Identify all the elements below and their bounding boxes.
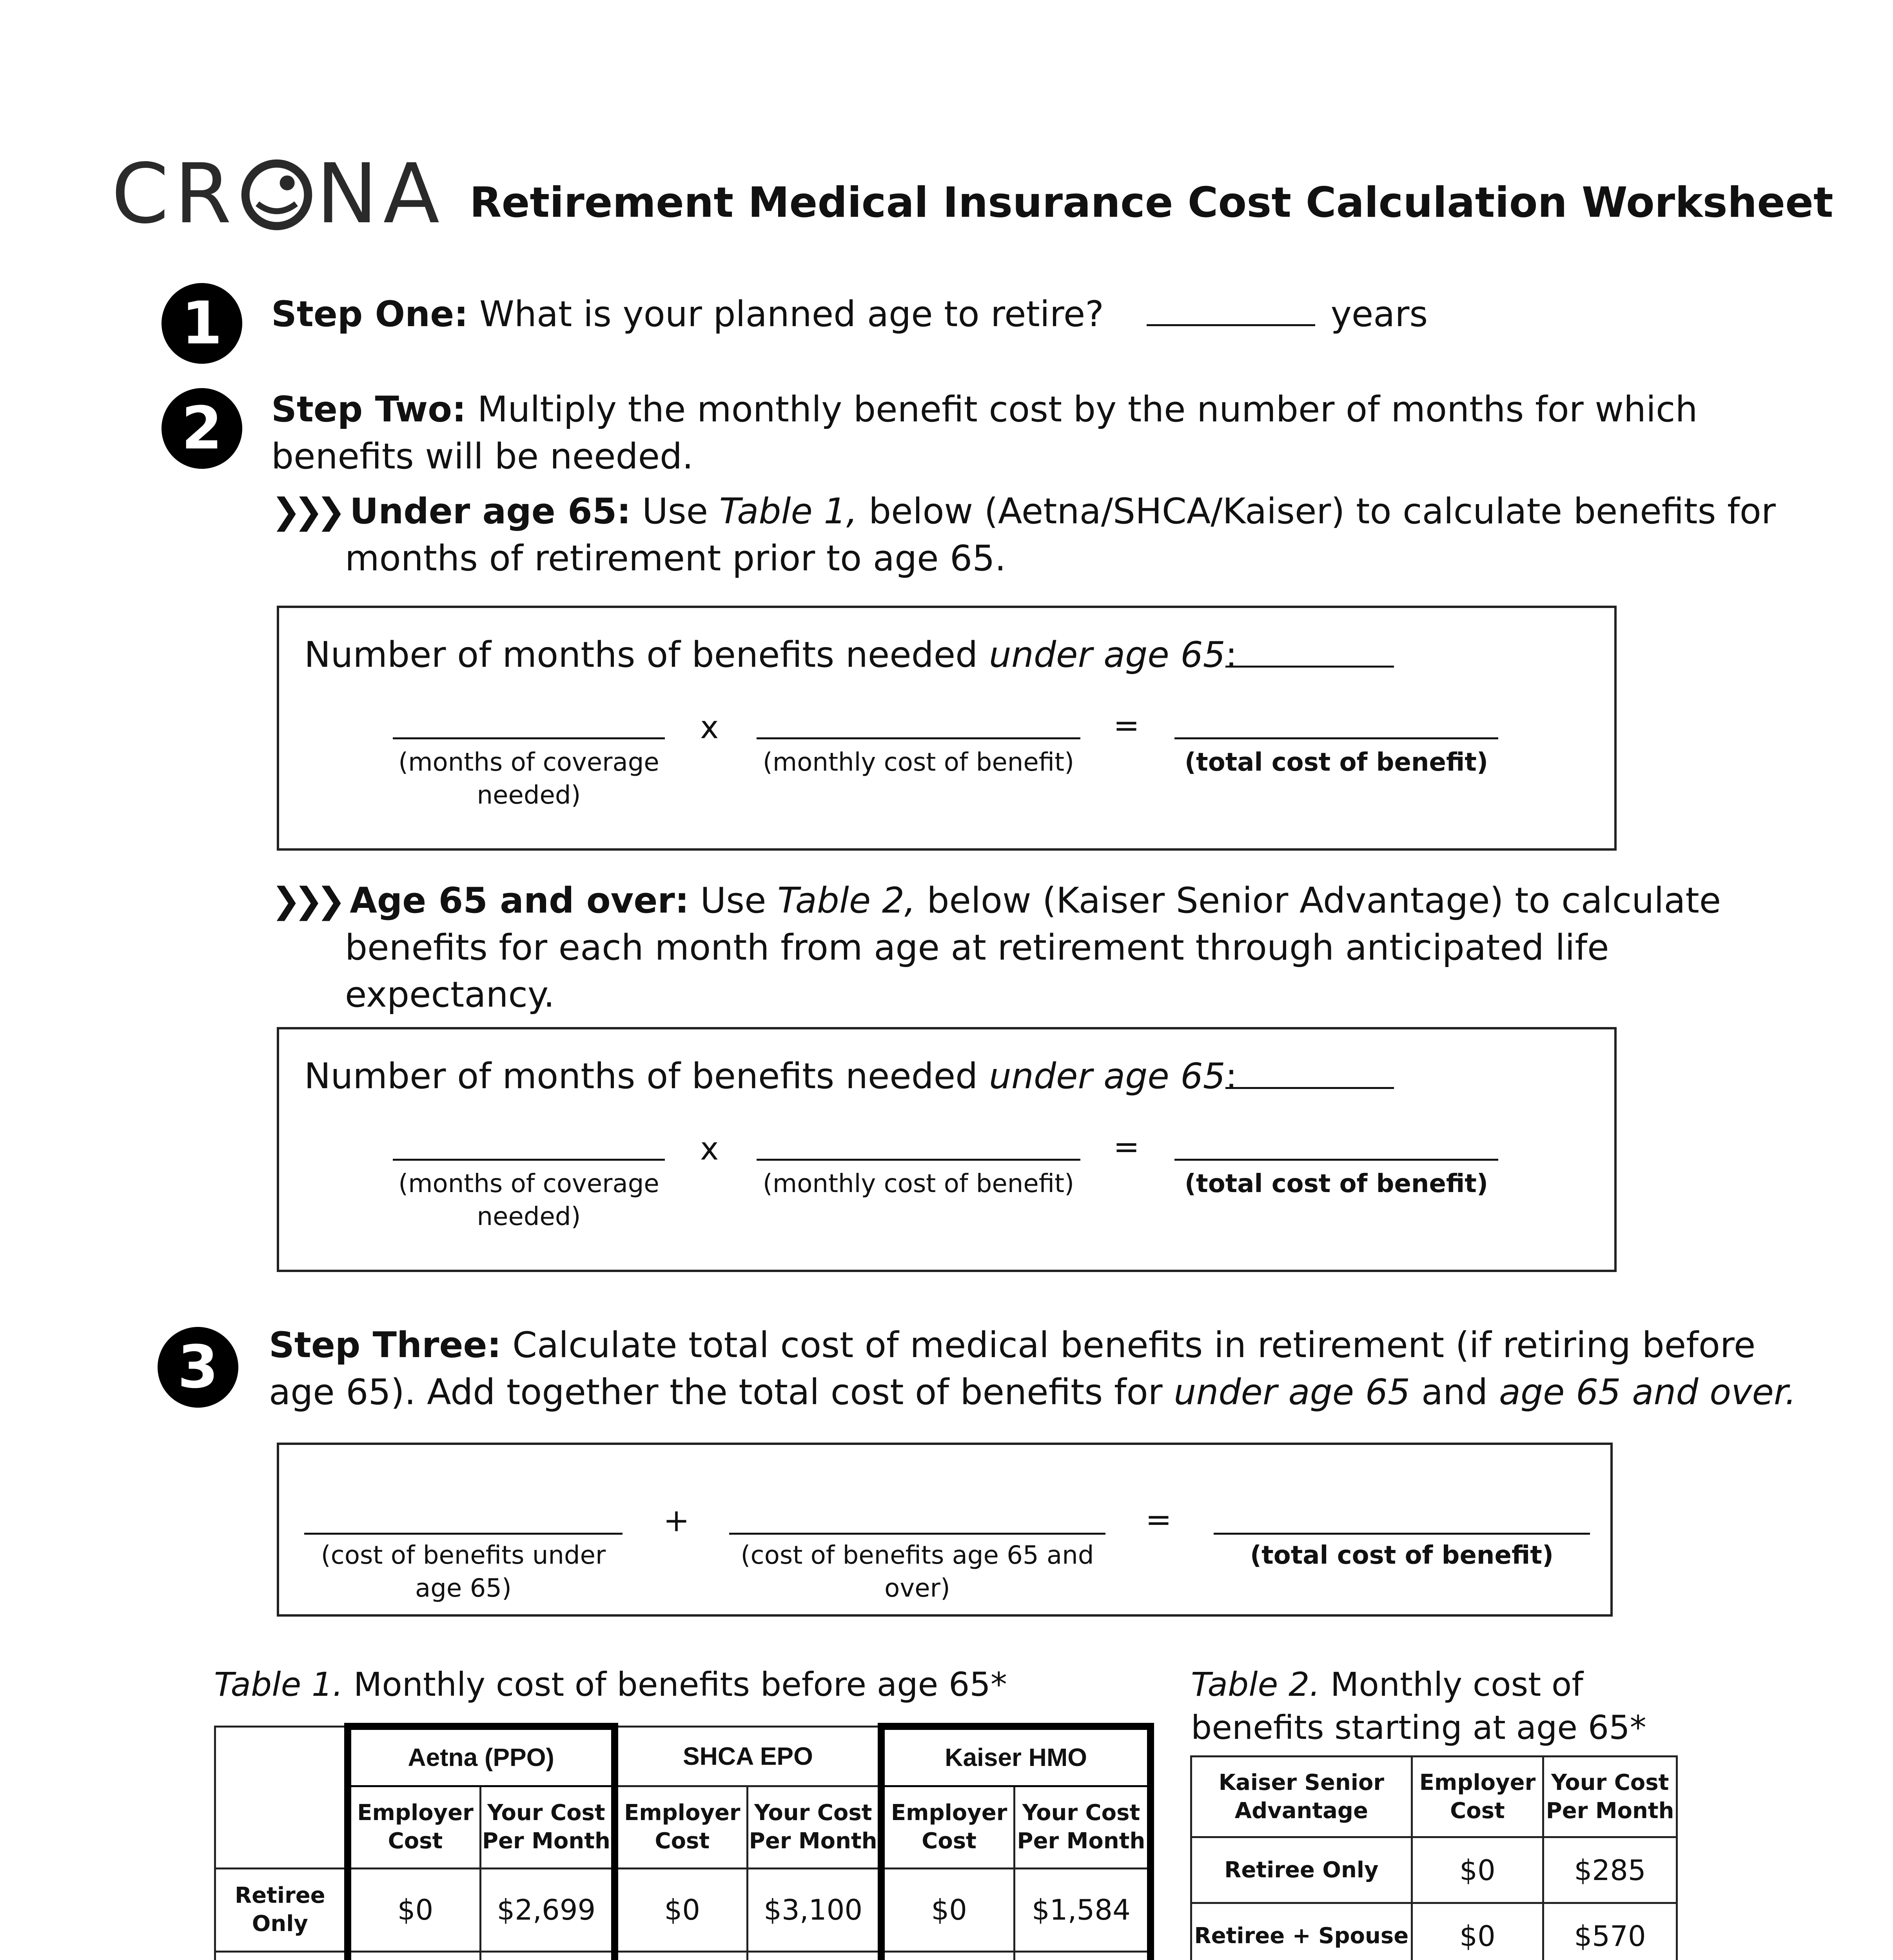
table-cell (348, 1951, 481, 1960)
step-two-text: Multiply the monthly benefit cost by the number of months for which (477, 389, 1698, 430)
row-label: Retiree Only (215, 1868, 348, 1951)
row-label: Retiree Only (1191, 1837, 1412, 1903)
over-65-table-ref: Table 2, (777, 880, 916, 921)
plus-sign: + (663, 1502, 690, 1539)
step-two-text-block (271, 386, 1698, 480)
caption-monthly-cost: (monthly cost of benefit) (762, 748, 1074, 777)
table-cell: $0 (615, 1868, 748, 1951)
over-65-label: Age 65 and over: (350, 880, 689, 921)
col-employer-cost: Employer Cost (615, 1786, 748, 1868)
chevron-right-icon: ❯❯❯ (271, 880, 339, 921)
under-65-t1: Use (642, 491, 708, 532)
step-one-suffix: years (1330, 294, 1428, 335)
col-your-cost: Your Cost Per Month (1014, 1786, 1151, 1868)
table-row (1191, 1837, 1677, 1903)
caption-monthly-cost: (monthly cost of benefit) (762, 1169, 1074, 1198)
table-cell: $0 (1412, 1837, 1543, 1903)
over-65-t1: Use (700, 880, 766, 921)
over-65-monthly-cost-field[interactable] (757, 1159, 1080, 1161)
under-65-table-ref: Table 1, (719, 491, 858, 532)
times-sign: x (700, 1131, 719, 1167)
under-65-months-coverage-field[interactable] (393, 737, 665, 739)
equals-sign: = (1145, 1501, 1172, 1538)
step-one-text: What is your planned age to retire? (479, 294, 1104, 335)
table-cell (1014, 1951, 1151, 1960)
caption-total-cost: (total cost of benefit) (1184, 1169, 1488, 1198)
caption-total-cost: (total cost of benefit) (1184, 748, 1488, 777)
table-cell: $1,584 (1014, 1868, 1151, 1951)
times-sign: x (700, 709, 719, 746)
over-65-line2: benefits for each month from age at retirement through anticipated life (345, 927, 1609, 968)
crona-logo (111, 146, 445, 242)
col-kaiser-senior-advantage: Kaiser Senior Advantage (1191, 1757, 1412, 1837)
cost-over-65-field[interactable] (729, 1533, 1105, 1535)
step-one-line (271, 291, 1428, 338)
table-row (215, 1951, 1151, 1960)
step-three-label: Step Three: (269, 1325, 501, 1366)
total-cost-field[interactable] (1214, 1533, 1590, 1535)
table-row (215, 1868, 1151, 1951)
col-your-cost: Your Cost Per Month (748, 1786, 882, 1868)
step-three-text: Calculate total cost of medical benefits in retirement (if retiring before (512, 1325, 1756, 1366)
table-cell: $2,699 (481, 1868, 615, 1951)
table2-monthly-cost-from-65 (1190, 1755, 1678, 1960)
table-cell (481, 1951, 615, 1960)
table1-caption: Table 1. Monthly cost of benefits before age 65* (214, 1665, 1007, 1704)
step-one-label: Step One: (271, 294, 468, 335)
over-65-line3: expectancy. (345, 974, 555, 1015)
over-65-instruction (271, 877, 1721, 924)
table-cell (748, 1951, 882, 1960)
under-65-instruction (271, 488, 1776, 535)
table-cell: $0 (348, 1868, 481, 1951)
logo-text-right: NA (316, 146, 445, 242)
col-your-cost: Your Cost Per Month (1543, 1757, 1677, 1837)
caption-months-coverage: (months of coverage needed) (398, 748, 659, 810)
total-calc-box (277, 1443, 1613, 1617)
plan-header-aetna: Aetna (PPO) (348, 1726, 615, 1786)
logo-o-icon (240, 158, 314, 232)
table1-monthly-cost-before-65 (214, 1723, 1154, 1960)
page-title: Retirement Medical Insurance Cost Calculation Worksheet (470, 178, 1833, 227)
under-65-question: Number of months of benefits needed under age 65: (304, 634, 1238, 675)
col-employer-cost: Employer Cost (1412, 1757, 1543, 1837)
step-three-text-block: Step Three: Calculate total cost of medical benefits in retirement (if retiring before age 65). Add together the total cost of benefits for under age 65 and age 65 and over. (269, 1325, 1797, 1413)
step-two-text-line2: benefits will be needed. (271, 436, 693, 477)
step-two-badge: 2 (162, 388, 242, 469)
retire-age-field[interactable] (1147, 324, 1315, 326)
table-cell: $570 (1543, 1903, 1677, 1960)
table-cell: $0 (1412, 1903, 1543, 1960)
under-65-line2: months of retirement prior to age 65. (345, 538, 1006, 579)
logo-text-left: CR (111, 146, 237, 242)
row-label: Retiree + Spouse (1191, 1903, 1412, 1960)
over-65-calc-box (277, 1027, 1617, 1272)
col-employer-cost: Employer Cost (881, 1786, 1014, 1868)
over-65-t2: below (Kaiser Senior Advantage) to calculate (927, 880, 1721, 921)
plan-header-kaiser: Kaiser HMO (881, 1726, 1151, 1786)
equals-sign: = (1113, 707, 1140, 744)
step-two-label: Step Two: (271, 389, 466, 430)
equals-sign: = (1113, 1129, 1140, 1165)
over-65-months-field[interactable] (1225, 1087, 1394, 1089)
over-65-total-field[interactable] (1174, 1159, 1498, 1161)
under-65-monthly-cost-field[interactable] (757, 737, 1080, 739)
plan-header-shca: SHCA EPO (615, 1726, 882, 1786)
caption-cost-over-65: (cost of benefits age 65 and over) (741, 1541, 1094, 1603)
under-65-total-field[interactable] (1174, 737, 1498, 739)
over-65-months-coverage-field[interactable] (393, 1159, 665, 1161)
table2-caption: Table 2. Monthly cost of benefits starting at age 65* (1191, 1665, 1646, 1747)
table-cell: $3,100 (748, 1868, 882, 1951)
step-three-badge: 3 (158, 1327, 238, 1408)
table-cell (881, 1951, 1014, 1960)
caption-total-cost: (total cost of benefit) (1250, 1541, 1554, 1570)
row-label (215, 1951, 348, 1960)
col-employer-cost: Employer Cost (348, 1786, 481, 1868)
under-65-label: Under age 65: (350, 491, 631, 532)
table-cell: $285 (1543, 1837, 1677, 1903)
table1-corner-cell (215, 1726, 348, 1868)
under-65-calc-box (277, 606, 1617, 851)
table-cell (615, 1951, 748, 1960)
under-65-months-field[interactable] (1225, 666, 1394, 668)
col-your-cost: Your Cost Per Month (481, 1786, 615, 1868)
over-65-question: Number of months of benefits needed under age 65: (304, 1056, 1238, 1097)
table-row (1191, 1903, 1677, 1960)
caption-months-coverage: (months of coverage needed) (398, 1169, 659, 1231)
table-cell: $0 (881, 1868, 1014, 1951)
caption-cost-under-65: (cost of benefits under age 65) (321, 1541, 606, 1603)
step-one-badge: 1 (162, 283, 242, 364)
cost-under-65-field[interactable] (304, 1533, 623, 1535)
under-65-t2: below (Aetna/SHCA/Kaiser) to calculate benefits for (868, 491, 1776, 532)
chevron-right-icon: ❯❯❯ (271, 491, 339, 532)
